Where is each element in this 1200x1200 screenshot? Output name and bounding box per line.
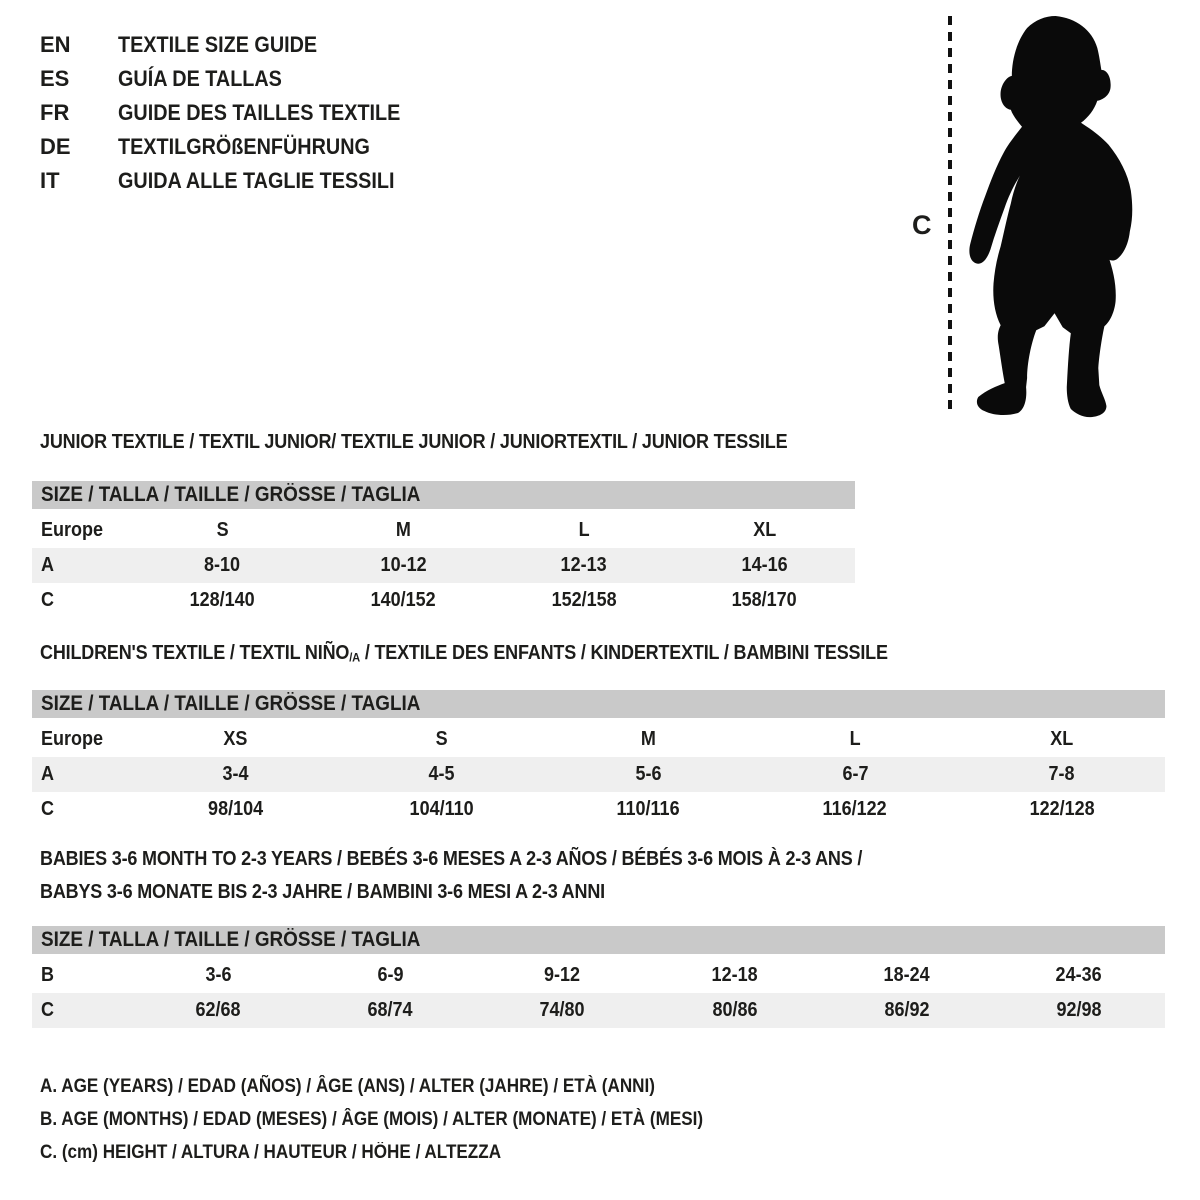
cell: 6-9 (377, 964, 404, 986)
children-section-title: CHILDREN'S TEXTILE / TEXTIL NIÑO/A / TEXTILE DES ENFANTS / KINDERTEXTIL / BAMBINI TESSILE (40, 642, 888, 665)
legend-line-a: A. AGE (YEARS) / EDAD (AÑOS) / ÂGE (ANS) / ALTER (JAHRE) / ETÀ (ANNI) (40, 1076, 655, 1097)
cell: 158/170 (732, 589, 798, 611)
cell: 14-16 (741, 554, 788, 576)
babies-section-title-line2: BABYS 3-6 MONATE BIS 2-3 JAHRE / BAMBINI 3-6 MESI A 2-3 ANNI (40, 881, 605, 903)
lang-label: GUÍA DE TALLAS (118, 66, 282, 91)
height-measure-label: C (912, 210, 932, 240)
cell: 7-8 (1048, 763, 1075, 785)
lang-row-de (40, 130, 432, 164)
table-header-bar: SIZE / TALLA / TAILLE / GRÖSSE / TAGLIA (32, 690, 1165, 718)
lang-code: IT (40, 168, 60, 193)
lang-label: TEXTILE SIZE GUIDE (118, 32, 318, 57)
height-dashed-line (947, 16, 953, 416)
cell: 140/152 (370, 589, 436, 611)
lang-code: DE (40, 134, 71, 159)
cell: 8-10 (204, 554, 241, 576)
lang-label: GUIDA ALLE TAGLIE TESSILI (118, 168, 395, 193)
row-label: C (41, 999, 55, 1021)
cell: 152/158 (551, 589, 617, 611)
row-label: Europe (41, 519, 104, 541)
table-row-c (32, 792, 1165, 827)
cell: 5-6 (635, 763, 662, 785)
table-row-c (32, 993, 1165, 1028)
cell: 4-5 (428, 763, 455, 785)
cell: L (849, 728, 861, 750)
table-row-a (32, 757, 1165, 792)
cell: 74/80 (539, 999, 585, 1021)
cell: 10-12 (380, 554, 427, 576)
cell: XS (223, 728, 248, 750)
cell: 3-6 (205, 964, 232, 986)
cell: 110/116 (616, 798, 681, 820)
table-row-europe (32, 722, 1165, 757)
cell: M (640, 728, 656, 750)
cell: 104/110 (409, 798, 474, 820)
cell: XL (1050, 728, 1074, 750)
table-row-c (32, 583, 855, 618)
children-size-table (32, 690, 1165, 827)
table-row-b (32, 958, 1165, 993)
cell: 9-12 (544, 964, 581, 986)
table-header-bar: SIZE / TALLA / TAILLE / GRÖSSE / TAGLIA (32, 481, 855, 509)
junior-section-title: JUNIOR TEXTILE / TEXTIL JUNIOR/ TEXTILE JUNIOR / JUNIORTEXTIL / JUNIOR TESSILE (40, 431, 788, 453)
table-row-a (32, 548, 855, 583)
cell: 18-24 (883, 964, 930, 986)
lang-code: EN (40, 32, 71, 57)
row-label: C (41, 798, 55, 820)
legend-line-b: B. AGE (MONTHS) / EDAD (MESES) / ÂGE (MOIS) / ALTER (MONATE) / ETÀ (MESI) (40, 1109, 704, 1130)
cell: 116/122 (823, 798, 888, 820)
cell: XL (753, 519, 777, 541)
cell: S (435, 728, 448, 750)
lang-code: FR (40, 100, 70, 125)
cell: 12-18 (711, 964, 758, 986)
cell: 98/104 (207, 798, 263, 820)
cell: 24-36 (1055, 964, 1102, 986)
row-label: A (41, 554, 55, 576)
cell: 92/98 (1056, 999, 1102, 1021)
cell: 6-7 (842, 763, 869, 785)
junior-size-table (32, 481, 855, 618)
cell: 68/74 (367, 999, 413, 1021)
measurement-legend (40, 1070, 777, 1169)
cell: 122/128 (1029, 798, 1095, 820)
lang-code: ES (40, 66, 70, 91)
cell: M (395, 519, 411, 541)
cell: 80/86 (712, 999, 758, 1021)
table-row-europe (32, 513, 855, 548)
lang-row-es (40, 62, 432, 96)
cell: 62/68 (195, 999, 241, 1021)
cell: 128/140 (189, 589, 255, 611)
lang-row-fr (40, 96, 432, 130)
row-label: Europe (41, 728, 104, 750)
table-header-bar: SIZE / TALLA / TAILLE / GRÖSSE / TAGLIA (32, 926, 1165, 954)
row-label: A (41, 763, 55, 785)
lang-label: GUIDE DES TAILLES TEXTILE (118, 100, 401, 125)
legend-line-c: C. (cm) HEIGHT / ALTURA / HAUTEUR / HÖHE / ALTEZZA (40, 1142, 502, 1163)
lang-row-it (40, 164, 432, 198)
lang-row-en (40, 28, 432, 62)
cell: L (578, 519, 590, 541)
cell: S (216, 519, 229, 541)
row-label: C (41, 589, 55, 611)
toddler-silhouette-icon (962, 14, 1140, 418)
babies-section-title-line1: BABIES 3-6 MONTH TO 2-3 YEARS / BEBÉS 3-6 MESES A 2-3 AÑOS / BÉBÉS 3-6 MOIS À 2-3 ANS / (40, 848, 863, 870)
babies-size-table (32, 926, 1165, 1028)
language-list (40, 28, 432, 198)
lang-label: TEXTILGRÖßENFÜHRUNG (118, 134, 370, 159)
cell: 3-4 (222, 763, 249, 785)
cell: 12-13 (560, 554, 607, 576)
cell: 86/92 (884, 999, 930, 1021)
row-label: B (41, 964, 55, 986)
title-subscript: /A (349, 650, 361, 665)
